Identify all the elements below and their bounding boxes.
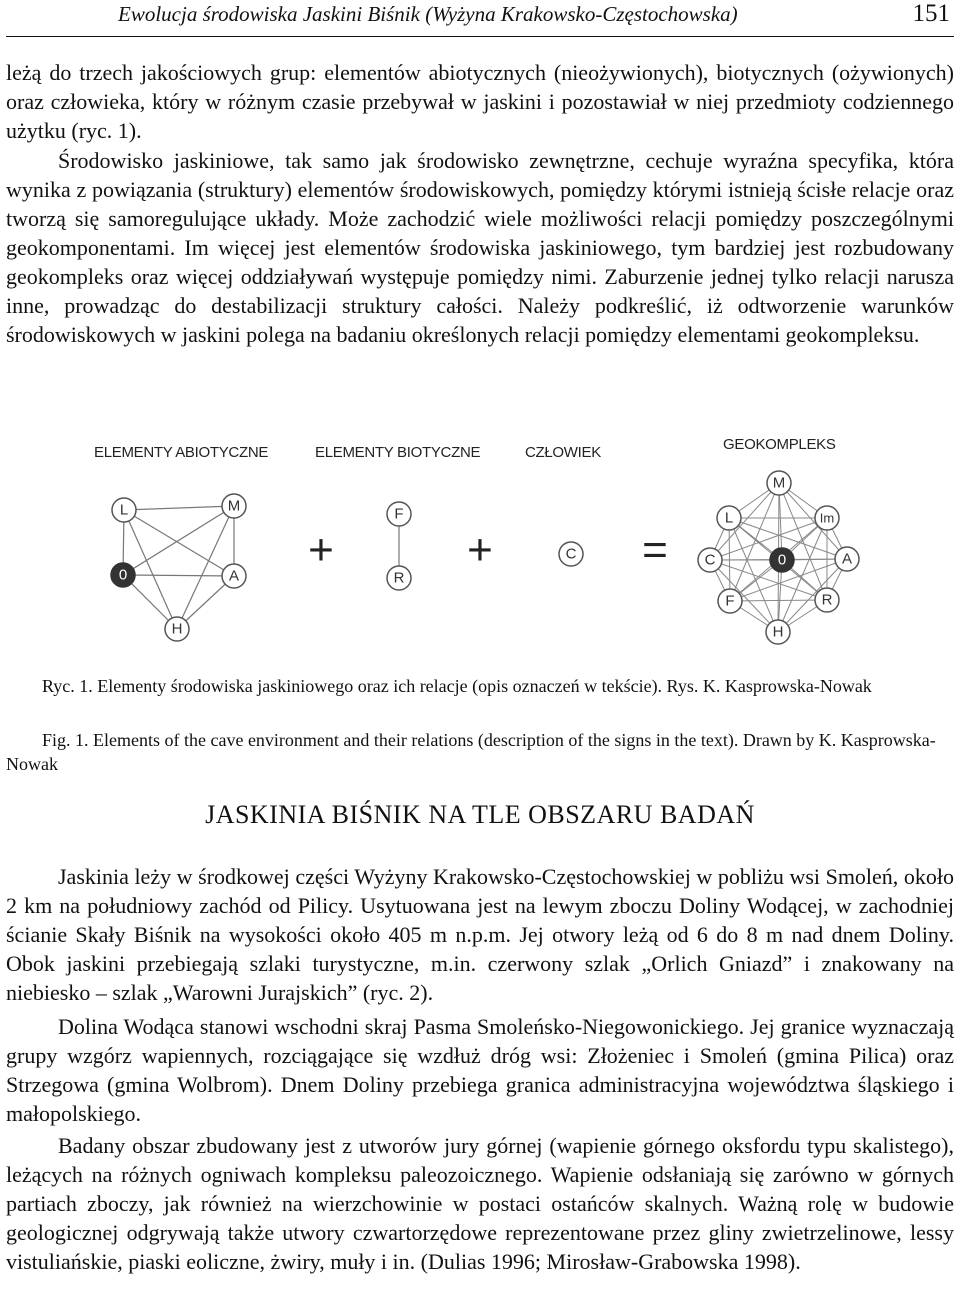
running-title: Ewolucja środowiska Jaskini Biśnik (Wyżyna Krakowsko-Częstochowska) [118, 2, 738, 26]
label-abiotic: ELEMENTY ABIOTYCZNE [94, 444, 269, 461]
section-title: JASKINIA BIŚNIK NA TLE OBSZARU BADAŃ [205, 800, 755, 829]
figure-caption-polish: Ryc. 1. Elementy środowiska jaskiniowego oraz ich relacje (opis oznaczeń w tekście). Rys. K. Kasprowska-Nowak [42, 676, 872, 696]
geocomplex-diagram [60, 432, 960, 662]
node-geo-im-label: Im [819, 510, 835, 526]
node-geo-l-label: L [724, 509, 734, 527]
node-abiotic-a-label: A [228, 567, 240, 585]
figure-1 [60, 432, 960, 662]
equals-operator: = [642, 525, 668, 575]
paragraph-4: Dolina Wodąca stanowi wschodni skraj Pasma Smoleńsko-Niegowonickiego. Jej granice wyznaczają grupy wzgórz wapiennych, rozciągające się wzdłuż dróg wsi: Złożeniec i Smoleń (gmina Pilica) oraz Strzegowa (gmina Wolbrom). Dnem Doliny przebiega granica administracyjna województwa śląskiego i małopolskiego. [6, 1014, 954, 1126]
paragraph-5: Badany obszar zbudowany jest z utworów jury górnej (wapienie górnego oksfordu typu skalistego), leżących na różnych ogniwach kompleksu paleozoicznego. Wapienie odsłaniają się zarówno w górnych partiach zboczy, jak również na wierzchowinie w postaci ostańców skalnych. Ważną rolę w budowie geologicznej odgrywają także utwory czwartorzędowe reprezentowane przez gliny zwietrzelinowe, lessy vistuliańskie, piaski eoliczne, żwiry, muły i in. (Dulias 1996; Mirosław-Grabowska 1998). [6, 1133, 954, 1274]
page-header [0, 0, 960, 44]
header-rule [6, 36, 954, 37]
plus-operator-1: + [308, 525, 334, 575]
node-geo-f-label: F [725, 592, 735, 610]
abiotic-nodes [111, 494, 246, 641]
label-human: CZŁOWIEK [525, 444, 601, 461]
plus-operator-2: + [467, 525, 493, 575]
node-human-c-label: C [565, 545, 577, 563]
node-geo-m-label: M [772, 474, 786, 492]
figure-caption-english: Fig. 1. Elements of the cave environment and their relations (description of the signs in the text). Drawn by K. Kasprowska-Nowak [6, 730, 936, 774]
paragraph-2: Środowisko jaskiniowe, tak samo jak środowisko zewnętrzne, cechuje wyraźna specyfika, która wynika z powiązania (struktury) elementów środowiskowych, pomiędzy którymi istnieją ścisłe relacje oraz tworzą się samoregulujące układy. Może zachodzić wiele możliwości relacji pomiędzy poszczególnymi geokomponentami. Im więcej jest elementów środowiska jaskiniowego, tym bardziej jest rozbudowany geokompleks oraz więcej oddziaływań występuje pomiędzy nimi. Zaburzenie jednej tylko relacji narusza inne, prowadząc do destabilizacji struktury całości. Należy podkreślić, iż odtworzenie warunków środowiskowych w jaskini polega na badaniu określonych relacji pomiędzy elementami geokompleksu. [6, 148, 954, 347]
abiotic-edges [123, 506, 234, 629]
node-geo-c-label: C [704, 551, 716, 569]
node-abiotic-h-label: H [171, 620, 183, 638]
node-biotic-r-label: R [393, 569, 405, 587]
page-number: 151 [912, 0, 950, 27]
node-abiotic-l-label: L [119, 501, 129, 519]
node-abiotic-m-label: M [227, 497, 241, 515]
node-geo-o-label: 0 [777, 551, 787, 569]
paragraph-1: leżą do trzech jakościowych grup: elementów abiotycznych (nieożywionych), biotycznych (ożywionych) oraz człowieka, który w różnym czasie przebywał w jaskini i pozostawiał w niej przedmioty codziennego użytku (ryc. 1). [6, 60, 954, 143]
label-geocomplex: GEOKOMPLEKS [723, 436, 836, 453]
node-biotic-f-label: F [394, 505, 404, 523]
node-geo-h-label: H [772, 623, 784, 641]
paragraph-3: Jaskinia leży w środkowej części Wyżyny Krakowsko-Częstochowskiej w pobliżu wsi Smoleń, około 2 km na południowy zachód od Pilicy. Usytuowana jest na lewym zboczu Doliny Wodącej, w zachodniej ścianie Skały Biśnik na wysokości około 405 m n.p.m. Jej otwory leżą od 6 do 8 m nad dnem Doliny. Obok jaskini przebiegają szlaki turystyczne, m.in. czerwony szlak „Orlich Gniazd” i znakowany na niebiesko – szlak „Warowni Jurajskich” (ryc. 2). [6, 864, 954, 1005]
node-geo-a-label: A [841, 550, 853, 568]
node-geo-r-label: R [821, 591, 833, 609]
label-biotic: ELEMENTY BIOTYCZNE [315, 444, 481, 461]
node-abiotic-o-label: 0 [118, 566, 128, 584]
